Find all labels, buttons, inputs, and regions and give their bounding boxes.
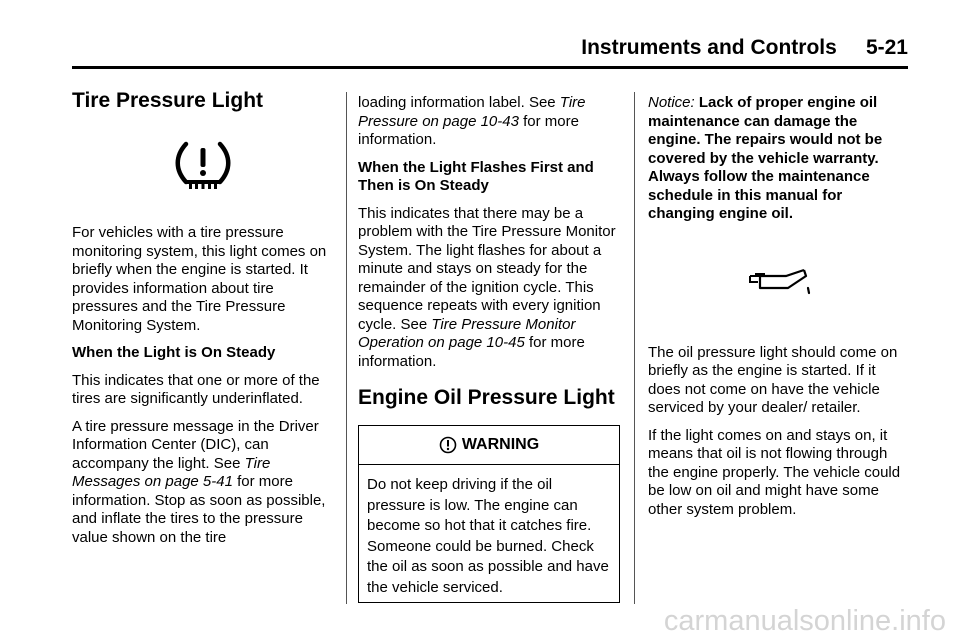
oil-light-para2: If the light comes on and stays on, it means that oil is not flowing through the engine properly. The vehicle could be low on oil and might have some other system problem. (648, 426, 901, 518)
tire-pressure-heading: Tire Pressure Light (72, 89, 264, 112)
tire-pressure-reference-link[interactable]: Tire Pressure on page 10-43 (358, 94, 586, 130)
warning-icon (439, 436, 457, 454)
engine-oil-heading: Engine Oil Pressure Light (358, 386, 615, 409)
col2-para2-b: for more information. (358, 334, 585, 370)
tire-pressure-icon-wrap (72, 140, 334, 190)
tire-pressure-para3 (72, 418, 334, 548)
column-divider-1 (346, 92, 347, 604)
tire-pressure-continued (358, 94, 620, 150)
tire-pressure-icon (174, 140, 232, 190)
col2-para1-a: loading information label. See (358, 94, 560, 111)
column-3 (648, 94, 910, 528)
tire-pressure-para2: This indicates that one or more of the tires are significantly underinflated. (72, 371, 320, 407)
column-2 (358, 94, 620, 603)
tire-pressure-para1: For vehicles with a tire pressure monitoring system, this light comes on briefly when the engine is started. It provides information about tire pressures and the Tire Pressure Monitoring System. (72, 224, 327, 334)
oil-can-icon (746, 268, 812, 300)
oil-can-icon-wrap (648, 268, 910, 300)
col2-para1-b: for more information. (358, 112, 579, 148)
tpms-operation-reference-link[interactable]: Tire Pressure Monitor Operation on page 10-45 (358, 315, 576, 351)
oil-light-para1: The oil pressure light should come on briefly as the engine is started. If it does not come on have the vehicle serviced by your dealer/ retailer. (648, 343, 898, 416)
watermark: carmanualsonline.info (663, 605, 946, 637)
tire-messages-reference-link[interactable]: Tire Messages on page 5-41 (72, 454, 271, 490)
page-header (72, 30, 908, 69)
column-1 (72, 88, 334, 556)
flashes-para (358, 205, 620, 372)
column-divider-2 (634, 92, 635, 604)
notice-text: Lack of proper engine oil maintenance can damage the engine. The repairs would not be covered by the vehicle warranty. Always follow the maintenance schedule in this manual for changing engine oil. (648, 94, 883, 222)
warning-header (359, 426, 619, 465)
para3-text-b: for more information. Stop as soon as possible, and inflate the tires to the pressure value shown on the tire (72, 473, 326, 546)
warning-body (359, 465, 619, 602)
warning-text: Do not keep driving if the oil pressure is low. The engine can become so hot that it catches fire. Someone could be burned. Check the oil as soon as possible and have the vehicle serviced. (367, 476, 609, 596)
warning-title: WARNING (461, 436, 540, 453)
notice-paragraph (648, 94, 910, 224)
notice-label: Notice: (648, 94, 695, 111)
para3-text-a: A tire pressure message in the Driver Information Center (DIC), can accompany the light. See (72, 417, 319, 472)
page-header-title: Instruments and Controls 5-21 (581, 36, 908, 59)
flashes-subheading: When the Light Flashes First and Then is On Steady (358, 158, 594, 194)
steady-subheading: When the Light is On Steady (72, 344, 276, 361)
warning-box (358, 425, 620, 603)
col2-para2-a: This indicates that there may be a problem with the Tire Pressure Monitor System. The light flashes for about a minute and stays on steady for the remainder of the ignition cycle. This sequence repeats with every ignition cycle. See (358, 204, 616, 333)
